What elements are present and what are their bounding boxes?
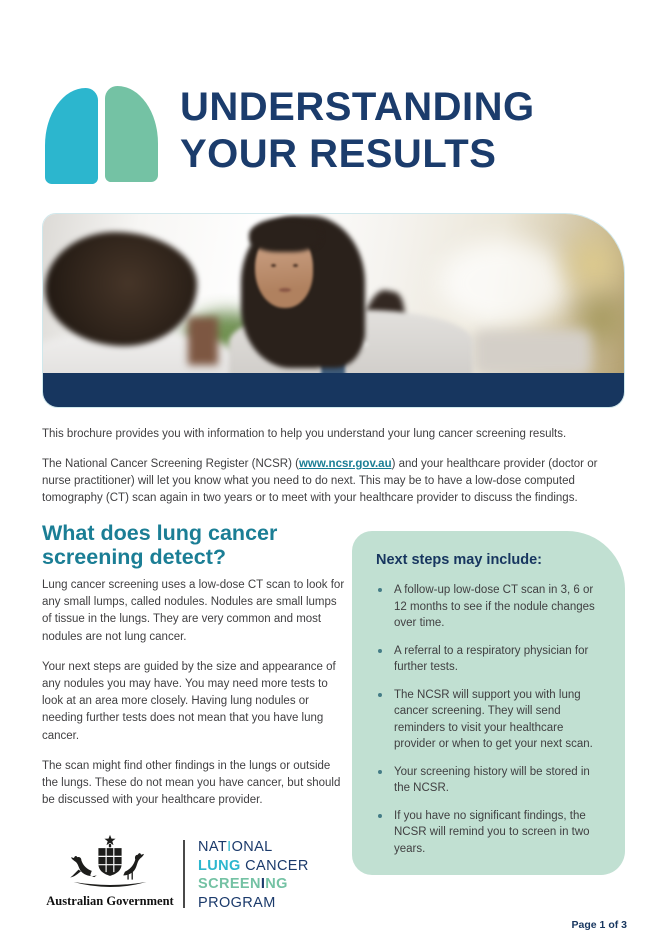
program-logo-line4 xyxy=(198,894,309,913)
program-logo-text: NG xyxy=(265,876,288,892)
lung-left-shape-icon xyxy=(45,88,98,184)
furniture-blur xyxy=(473,330,591,375)
bullet-text: A referral to a respiratory physician for further tests. xyxy=(394,644,589,673)
program-logo-text: I xyxy=(227,839,232,855)
intro-paragraph-2-after: ) and your healthcare provider (doctor or nurse practitioner) will let you know what you need to do next. This may be to have a low-dose computed tomography (CT) scan again in two years or to meet with your healthcare provider to discuss the findings. xyxy=(42,458,598,504)
bullet-text: Your screening history will be stored in the NCSR. xyxy=(394,765,590,794)
program-logo-line1 xyxy=(198,838,309,857)
page-title xyxy=(180,84,535,178)
section-heading xyxy=(42,521,277,569)
program-logo-line3 xyxy=(198,875,309,894)
intro-block xyxy=(42,426,626,520)
bullet-dot-icon xyxy=(378,588,382,592)
footer-logo-divider xyxy=(183,840,185,908)
doctor-eye xyxy=(271,264,276,267)
window-light xyxy=(439,240,569,326)
section-body xyxy=(42,577,346,822)
lungs-logo-icon xyxy=(45,88,160,185)
patient-neck xyxy=(188,317,218,365)
page-title-line2: YOUR RESULTS xyxy=(180,132,497,176)
list-item xyxy=(376,687,605,753)
section-heading-line1: What does lung cancer xyxy=(42,521,278,545)
intro-paragraph-1: This brochure provides you with information to help you understand your lung cancer screening results. xyxy=(42,428,567,440)
page-number: Page 1 of 3 xyxy=(571,919,627,931)
page-title-line1: UNDERSTANDING xyxy=(180,85,535,129)
intro-paragraph-2-before: The National Cancer Screening Register (NCSR) ( xyxy=(42,458,299,470)
section-paragraph: The scan might find other findings in the lungs or outside the lungs. These do not mean you have cancer, but should be discussed with your healthcare provider. xyxy=(42,759,341,807)
bullet-text: If you have no significant findings, the NCSR will remind you to screen in two years. xyxy=(394,809,590,855)
hero-photo-scene xyxy=(43,214,624,375)
bullet-text: A follow-up low-dose CT scan in 3, 6 or 12 months to see if the nodule changes over time. xyxy=(394,584,595,629)
intro-paragraph-2 xyxy=(42,456,626,507)
section-paragraph: Your next steps are guided by the size and appearance of any nodules you may have. You may need more tests to look at an area more closely. Having lung nodules or needing further tests does not mean that you have lung cancer. xyxy=(42,660,336,742)
program-logo-text: NAT xyxy=(198,839,228,855)
program-logo-text: LUNG xyxy=(198,857,241,874)
photo-navy-bar xyxy=(43,373,624,407)
program-logo-line2 xyxy=(198,857,309,876)
bullet-text: The NCSR will support you with lung cancer screening. They will send reminders to visit your healthcare provider or when to get your next scan. xyxy=(394,688,593,750)
program-logo-text: PROGRAM xyxy=(198,894,276,911)
list-item xyxy=(376,582,605,632)
hero-photo xyxy=(42,213,625,408)
coat-of-arms-icon xyxy=(60,834,160,892)
bullet-dot-icon xyxy=(378,693,382,697)
program-logo-text: SCREEN xyxy=(198,876,261,892)
government-label: Australian Government xyxy=(46,894,174,908)
section-heading-line2: screening detect? xyxy=(42,545,226,569)
lung-right-shape-icon xyxy=(105,86,158,182)
next-steps-heading: Next steps may include: xyxy=(376,552,542,568)
australian-government-logo xyxy=(44,834,176,909)
doctor-mouth xyxy=(279,288,291,292)
program-logo-text: CANCER xyxy=(245,857,309,874)
program-logo-text: ONAL xyxy=(231,839,273,855)
bullet-dot-icon xyxy=(378,649,382,653)
list-item xyxy=(376,808,605,858)
next-steps-card xyxy=(352,531,625,875)
ncsr-website-link[interactable]: www.ncsr.gov.au xyxy=(298,458,392,470)
patient-figure xyxy=(45,232,197,346)
program-logo xyxy=(198,838,309,912)
section-paragraph: Lung cancer screening uses a low-dose CT scan to look for any small lumps, called nodules. Nodules are small lumps of tissue in the lungs. They are very common and most nodules are not lung cancer. xyxy=(42,579,345,643)
bullet-dot-icon xyxy=(378,770,382,774)
bullet-dot-icon xyxy=(378,814,382,818)
doctor-eye xyxy=(293,264,298,267)
doctor-hairline xyxy=(249,218,321,252)
list-item xyxy=(376,764,605,797)
list-item xyxy=(376,643,605,676)
program-logo-text: I xyxy=(260,876,266,892)
